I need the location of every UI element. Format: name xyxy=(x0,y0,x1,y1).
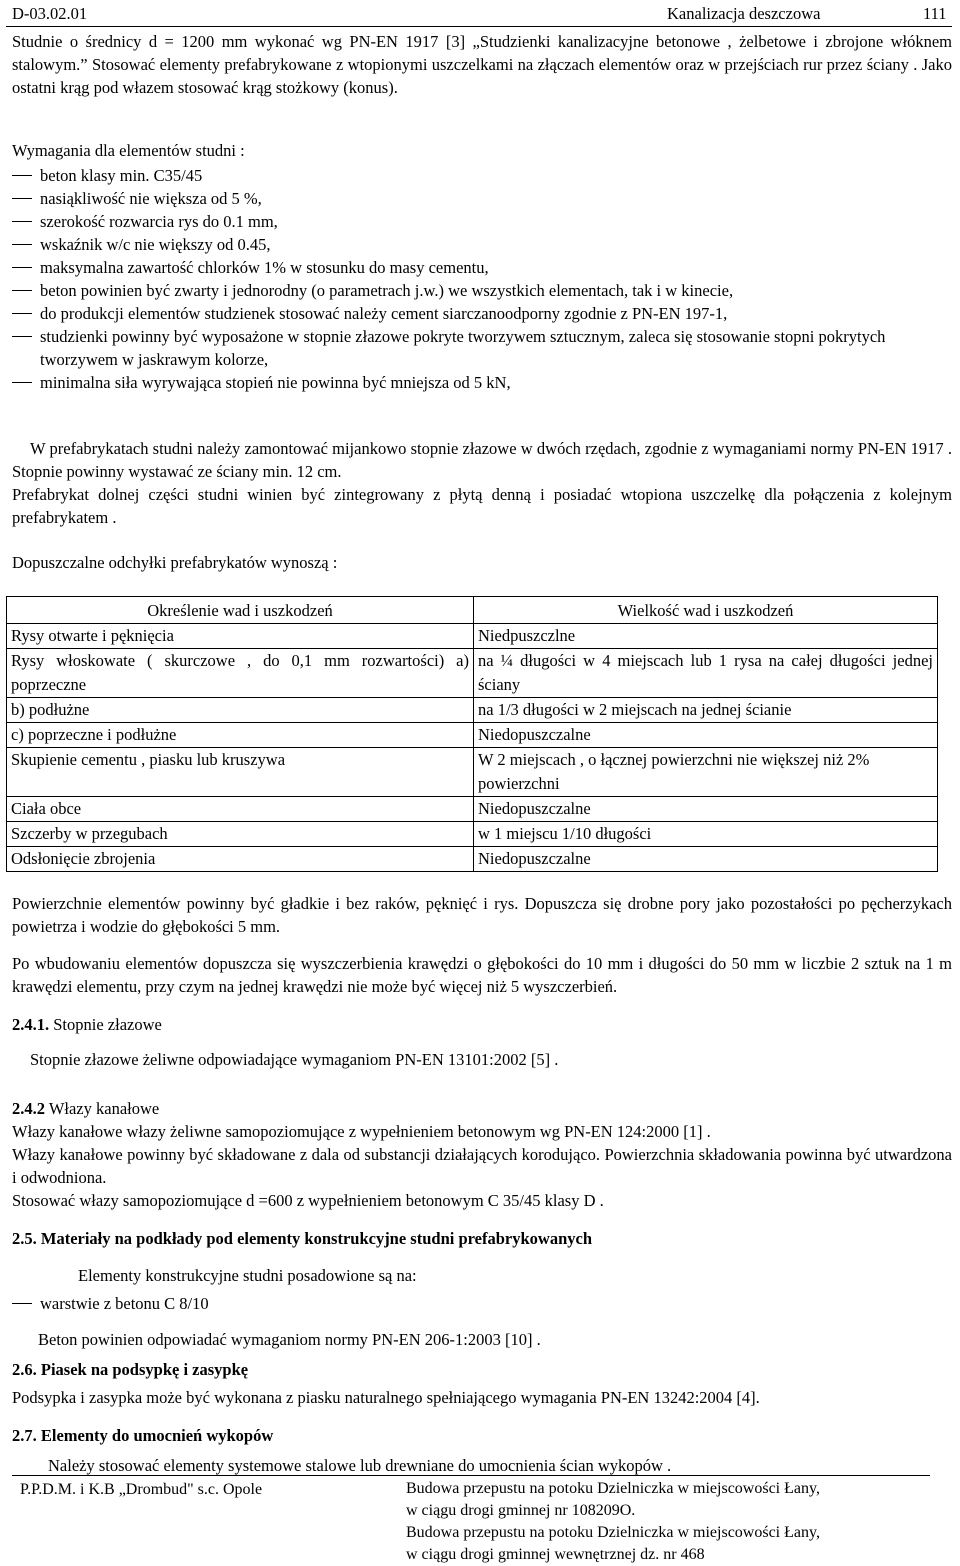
table-row xyxy=(7,847,938,872)
requirements-list xyxy=(12,164,942,394)
list-item: minimalna siła wyrywająca stopień nie powinna być mniejsza od 5 kN, xyxy=(12,371,942,394)
header-page-number: 111 xyxy=(923,4,947,23)
table-cell: Niedopuszczalne xyxy=(474,797,938,822)
table-cell: W 2 miejscach , o łącznej powierzchni nie większej niż 2% powierzchni xyxy=(474,748,938,797)
section-heading-text: 2.7. Elementy do umocnień wykopów xyxy=(12,1426,274,1445)
table-cell: Odsłonięcie zbrojenia xyxy=(7,847,474,872)
chipping-paragraph: Po wbudowaniu elementów dopuszcza się wyszczerbienia krawędzi o głębokości do 10 mm i długości do 50 mm w liczbie 2 sztuk na 1 m krawędzi elementu, przy czym na jednej krawędzi nie może być więcej niż 5 wyszczerbień. xyxy=(12,954,952,996)
section-heading-2-7 xyxy=(12,1424,273,1447)
defects-table xyxy=(6,596,938,872)
list-item: wskaźnik w/c nie większy od 0.45, xyxy=(12,233,942,256)
table-row xyxy=(7,822,938,847)
section-heading-2-5 xyxy=(12,1227,592,1250)
table-row xyxy=(7,797,938,822)
section-2-4-2-line-3: Stosować włazy samopoziomujące d =600 z wypełnieniem betonowym C 35/45 klasy D . xyxy=(12,1191,604,1210)
table-cell: Ciała obce xyxy=(7,797,474,822)
header-title: Kanalizacja deszczowa xyxy=(667,4,821,23)
section-title: Włazy kanałowe xyxy=(48,1099,160,1118)
section-title: Stopnie złazowe xyxy=(53,1015,162,1034)
section-heading-text: 2.5. Materiały na podkłady pod elementy konstrukcyjne studni prefabrykowanych xyxy=(12,1229,593,1248)
prefab-paragraph-2: Prefabrykat dolnej części studni winien być zintegrowany z płytą denną i posiadać wtopiona uszczelkę dla połączenia z kolejnym prefabrykatem . xyxy=(12,485,952,527)
footer-rule xyxy=(12,1475,930,1476)
list-item: beton powinien być zwarty i jednorodny (o parametrach j.w.) we wszystkich elementach, tak i w kinecie, xyxy=(12,279,942,302)
section-2-5-note: Beton powinien odpowiadać wymaganiom normy PN-EN 206-1:2003 [10] . xyxy=(38,1330,541,1349)
table-row xyxy=(7,624,938,649)
section-number: 2.4.1. xyxy=(12,1015,50,1034)
table-cell: Niedopuszczalne xyxy=(474,723,938,748)
table-row xyxy=(7,723,938,748)
table-cell: na 1/3 długości w 2 miejscach na jednej ścianie xyxy=(474,698,938,723)
table-header-cell: Określenie wad i uszkodzeń xyxy=(7,597,474,624)
table-cell: Niedopuszczalne xyxy=(474,847,938,872)
list-item: maksymalna zawartość chlorków 1% w stosunku do masy cementu, xyxy=(12,256,942,279)
prefab-paragraph: W prefabrykatach studni należy zamontować mijankowo stopnie złazowe w dwóch rzędach, zgodnie z wymaganiami normy PN-EN 1917 . Stopnie powinny wystawać ze ściany min. 12 cm. xyxy=(12,439,952,481)
footer-project-line: Budowa przepustu na potoku Dzielniczka w miejscowości Łany, xyxy=(406,1524,820,1541)
table-cell: Szczerby w przegubach xyxy=(7,822,474,847)
section-number: 2.4.2 xyxy=(12,1099,45,1118)
table-cell: c) poprzeczne i podłużne xyxy=(7,723,474,748)
header-rule xyxy=(6,26,952,27)
section-2-7-text: Należy stosować elementy systemowe stalowe lub drewniane do umocnienia ścian wykopów . xyxy=(48,1456,672,1475)
list-item: do produkcji elementów studzienek stosować należy cement siarczanoodporny zgodnie z PN-EN 197-1, xyxy=(12,302,942,325)
footer-project-line: w ciągu drogi gminnej nr 108209O. xyxy=(406,1502,636,1519)
surfaces-paragraph: Powierzchnie elementów powinny być gładkie i bez raków, pęknięć i rys. Dopuszcza się drobne pory jako pozostałości po pęcherzykach powietrza i wodzie do głębokości 5 mm. xyxy=(12,894,952,936)
table-cell: w 1 miejscu 1/10 długości xyxy=(474,822,938,847)
footer-company: P.P.D.M. i K.B „Drombud" s.c. Opole xyxy=(20,1481,263,1498)
table-cell: b) podłużne xyxy=(7,698,474,723)
section-2-6-text: Podsypka i zasypka może być wykonana z piasku naturalnego spełniającego wymagania PN-EN 13242:2004 [4]. xyxy=(12,1388,760,1407)
footer-projects xyxy=(406,1478,820,1566)
list-item: beton klasy min. C35/45 xyxy=(12,164,942,187)
section-heading-2-6 xyxy=(12,1358,248,1381)
list-item: nasiąkliwość nie większa od 5 %, xyxy=(12,187,942,210)
intro-paragraph: Studnie o średnicy d = 1200 mm wykonać wg PN-EN 1917 [3] „Studzienki kanalizacyjne betonowe , żelbetowe i zbrojone włóknem stalowym.” Stosować elementy prefabrykowane z wtopionymi uszczelkami na złączach elementów oraz w przejściach rur przez ściany . Jako ostatni krąg pod włazem stosować krąg stożkowy (konus). xyxy=(12,32,952,97)
table-row xyxy=(7,649,938,698)
list-item: szerokość rozwarcia rys do 0.1 mm, xyxy=(12,210,942,233)
table-cell: na ¼ długości w 4 miejscach lub 1 rysa na całej długości jednej ściany xyxy=(474,649,938,698)
table-row xyxy=(7,698,938,723)
section-heading-2-4-2 xyxy=(12,1097,159,1120)
table-cell: Skupienie cementu , piasku lub kruszywa xyxy=(7,748,474,797)
list-item: studzienki powinny być wyposażone w stopnie złazowe pokryte tworzywem sztucznym, zaleca się stosowanie stopni pokrytych tworzywem w jaskrawym kolorze, xyxy=(12,325,942,371)
table-cell: Niedpuszczlne xyxy=(474,624,938,649)
header-code: D-03.02.01 xyxy=(12,4,88,23)
section-2-4-2-line-1: Włazy kanałowe włazy żeliwne samopoziomujące z wypełnieniem betonowym wg PN-EN 124:2000 [1] . xyxy=(12,1122,711,1141)
table-cell: Rysy włoskowate ( skurczowe , do 0,1 mm rozwartości) a) poprzeczne xyxy=(7,649,474,698)
tolerances-heading: Dopuszczalne odchyłki prefabrykatów wynoszą : xyxy=(12,553,338,572)
list-item: warstwie z betonu C 8/10 xyxy=(12,1292,612,1315)
section-2-4-1-text: Stopnie złazowe żeliwne odpowiadające wymaganiom PN-EN 13101:2002 [5] . xyxy=(30,1050,559,1069)
table-cell: Rysy otwarte i pęknięcia xyxy=(7,624,474,649)
requirements-heading: Wymagania dla elementów studni : xyxy=(12,141,245,160)
section-heading-2-4-1 xyxy=(12,1013,162,1036)
section-heading-text: 2.6. Piasek na podsypkę i zasypkę xyxy=(12,1360,249,1379)
footer-project-line: Budowa przepustu na potoku Dzielniczka w miejscowości Łany, xyxy=(406,1480,820,1497)
section-2-5-list xyxy=(12,1292,612,1315)
footer-project-line: w ciągu drogi gminnej wewnętrznej dz. nr 468 xyxy=(406,1546,705,1563)
table-header-cell: Wielkość wad i uszkodzeń xyxy=(474,597,938,624)
section-2-4-2-line-2: Włazy kanałowe powinny być składowane z dala od substancji działających korodująco. Powierzchnia składowania powinna być utwardzona i odwodniona. xyxy=(12,1145,952,1187)
table-row xyxy=(7,748,938,797)
section-2-5-intro: Elementy konstrukcyjne studni posadowione są na: xyxy=(78,1266,417,1285)
table-header-row xyxy=(7,597,938,624)
